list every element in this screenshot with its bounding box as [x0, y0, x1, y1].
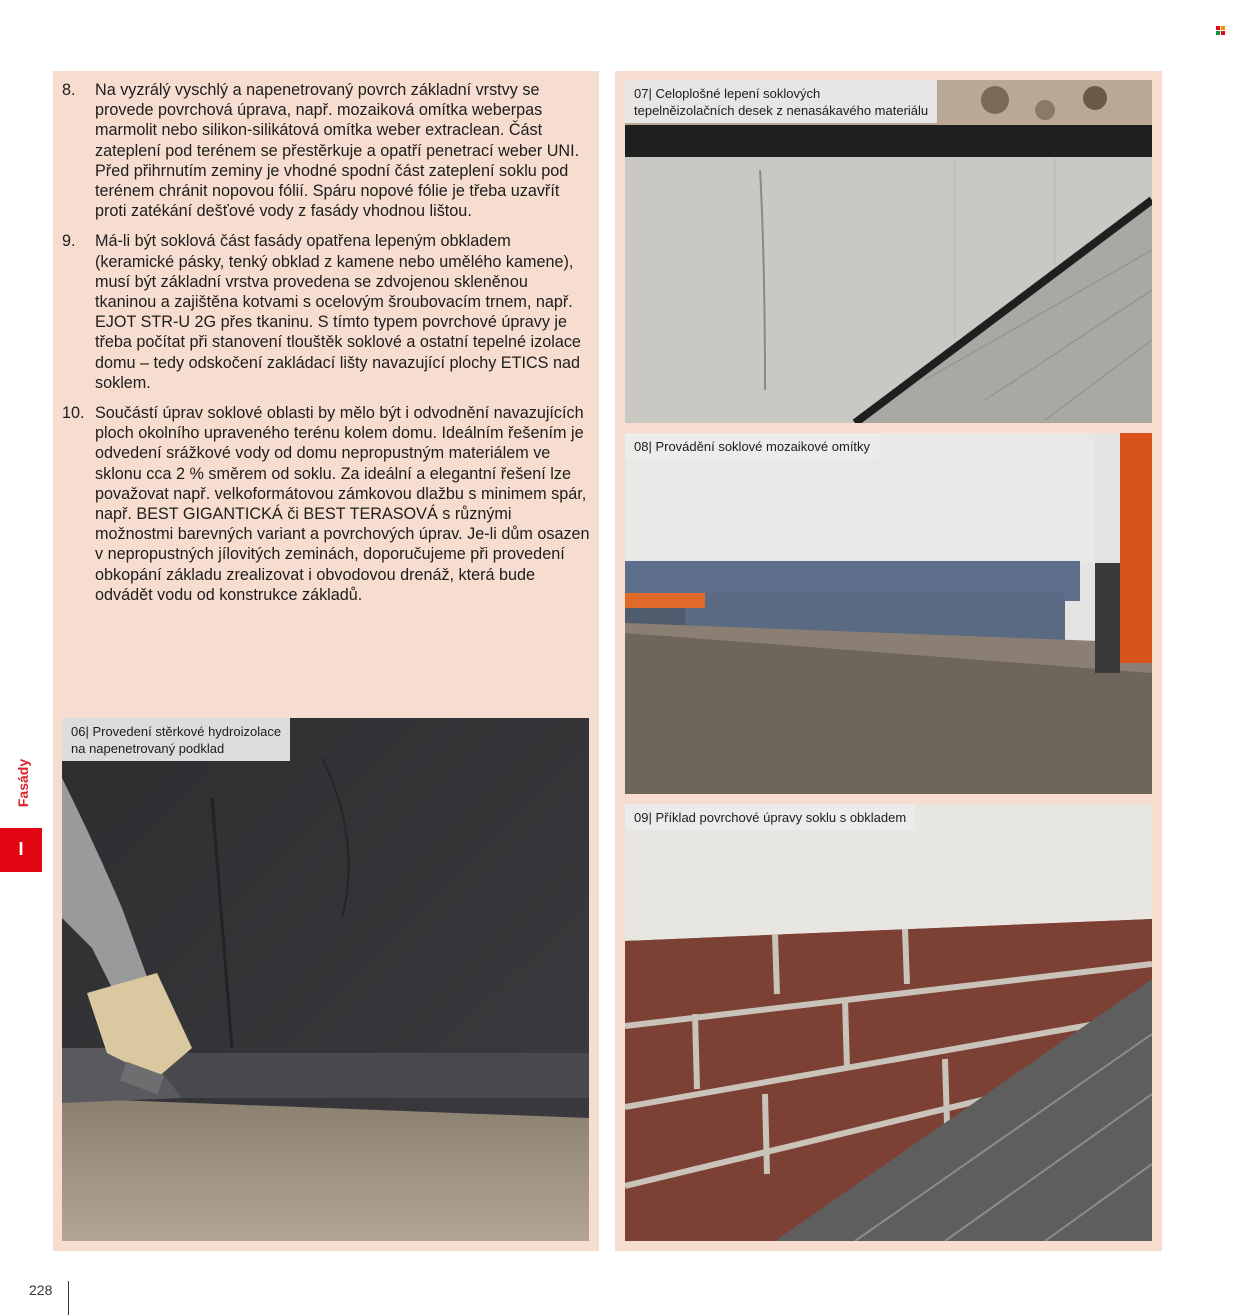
step-text: Má-li být soklová část fasády opatřena lepeným obkladem (keramické pásky, tenký obklad z kamene nebo umělého kamene), musí být základní vrstva provedena se zdvojenou skleněnou tkaninou a zajištěna kotvami s ocelovým šroubovacím trnem, např. EJOT STR-U 2G přes tkaninu. S tímto typem povrchové úpravy je třeba počítat při stanovení tlouštěk soklové a ostatní tepelné izolace domu – tedy odskočení zakládací lišty navazující plochy ETICS nad soklem.	[95, 232, 581, 392]
chapter-tab	[0, 828, 42, 872]
section-tab-label	[12, 752, 34, 814]
photo-06-image	[62, 718, 589, 1241]
caption-line: tepelněizolačních desek z nenasákavého materiálu	[634, 103, 929, 118]
photo-06-caption	[62, 718, 290, 761]
step-10	[62, 403, 592, 605]
brand-logo-icon	[1216, 26, 1226, 36]
step-number: 9.	[62, 232, 76, 251]
instruction-steps	[62, 80, 592, 615]
step-number: 10.	[62, 404, 85, 423]
step-text: Na vyzrálý vyschlý a napenetrovaný povrch základní vrstvy se provede povrchová úprava, např. mozaiková omítka weberpas marmolit nebo silikon-silikátová omítka weber extraclean. Část zateplení pod terénem se přestěrkuje a opatří penetrací weber UNI. Před přihrnutím zeminy je vhodné spodní část zateplení soklu pod terénem chránit nopovou fólií. Spáru nopové fólie je třeba uzavřít proti zatékání dešťové vody z fasády vhodnou lištou.	[95, 81, 580, 221]
caption-line: 08| Provádění soklové mozaikové omítky	[634, 439, 871, 454]
photo-08-image	[625, 433, 1152, 794]
photo-07-plinth-boards	[625, 80, 1152, 423]
caption-line: 09| Příklad povrchové úpravy soklu s obkladem	[634, 810, 907, 825]
step-9	[62, 231, 592, 393]
step-text: Součástí úprav soklové oblasti by mělo být i odvodnění navazujících ploch okolního upraveného terénu kolem domu. Ideálním řešením je odvedení srážkové vody od domu nepropustným materiálem ve sklonu cca 2 % směrem od soklu. Za ideální a elegantní řešení lze považovat např. velkoformátovou zámkovou dlažbu s minimem spár, např. BEST GIGANTICKÁ či BEST TERASOVÁ s různými možnostmi barevných variant a povrchových úprav. Je-li dům osazen v nepropustných jílovitých zeminách, doporučujeme při provedení obkopání základu zrealizovat i obvodovou drenáž, která bude odvádět vodu od konstrukce základů.	[95, 404, 590, 604]
photo-07-image	[625, 80, 1152, 423]
caption-line: 07| Celoplošné lepení soklových	[634, 86, 821, 101]
section-name: Fasády	[15, 758, 31, 808]
caption-line: na napenetrovaný podklad	[71, 741, 225, 756]
photo-07-caption	[625, 80, 937, 123]
chapter-label: I	[18, 839, 24, 859]
photo-06-hydroisolation	[62, 718, 589, 1241]
caption-line: 06| Provedení stěrkové hydroizolace	[71, 724, 282, 739]
photo-08-caption	[625, 433, 879, 459]
step-8	[62, 80, 592, 221]
photo-09-brick-cladding	[625, 804, 1152, 1241]
page-number-divider	[68, 1281, 69, 1315]
photo-09-image	[625, 804, 1152, 1241]
photo-09-caption	[625, 804, 915, 830]
photo-08-mosaic-plaster	[625, 433, 1152, 794]
step-number: 8.	[62, 81, 76, 99]
page-number: 228	[29, 1282, 53, 1298]
